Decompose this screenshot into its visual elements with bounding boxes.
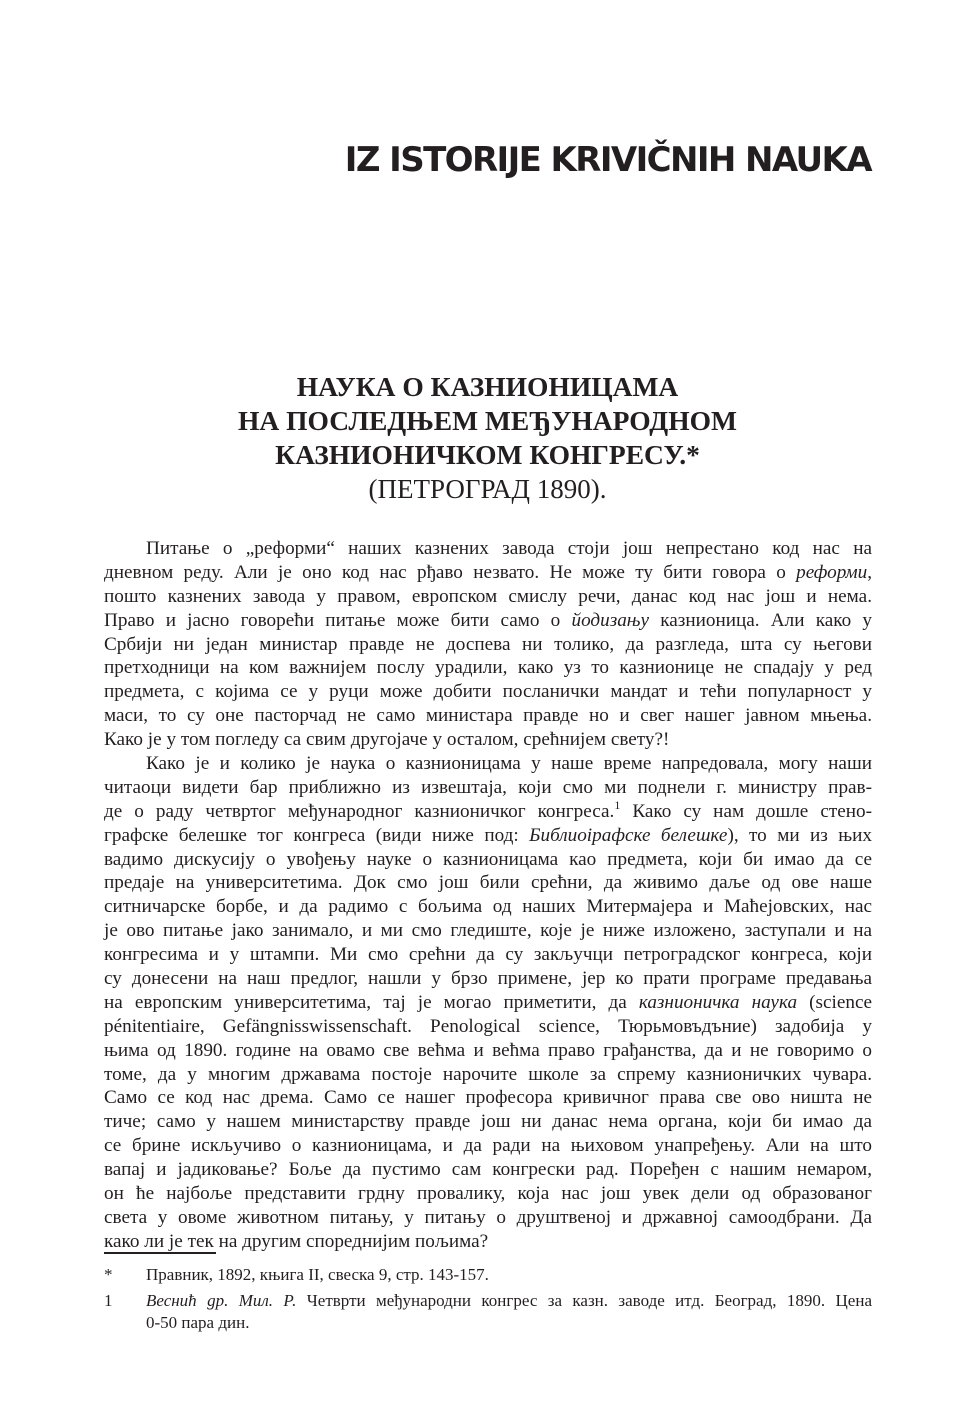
text-line xyxy=(104,728,872,752)
text-run: конгресима и у штампи. Ми смо срећни да су закључци петроградског конгреса, који xyxy=(104,944,872,966)
text-run: ), то ми из њих xyxy=(727,824,873,846)
text-line xyxy=(104,680,872,704)
text-line xyxy=(104,967,872,991)
text-run: како ли је тек на другим споредниjим пољима? xyxy=(104,1230,489,1252)
text-run: света у овоме животном питању, у питању о друштвеној и државној самоодбрани. Да xyxy=(104,1206,872,1228)
text-line xyxy=(104,1063,872,1087)
italic-text: Веснић gр. Мил. Р. xyxy=(146,1291,297,1310)
italic-text: казнионичка наука xyxy=(638,991,798,1013)
text-line xyxy=(104,1230,872,1254)
text-line xyxy=(104,1158,872,1182)
text-line xyxy=(104,752,872,776)
text-line xyxy=(104,1039,872,1063)
text-run: де о раду четвртог међународног казнионичког конгреса. xyxy=(104,800,615,822)
text-line xyxy=(104,704,872,728)
text-run: њима од 1890. године на овамо све већма и већма право грађанства, да и не говоримо о xyxy=(104,1039,872,1061)
text-run: предмета, с којима се у руци може добити посланички мандат и тећи популарност у xyxy=(104,681,872,703)
text-run: се брине искључиво о казнионицама, и да ради на њиховом унапређењу. Али на што xyxy=(104,1135,872,1157)
text-run: пошто казнених завода у правом, европском смислу речи, данас код нас још и нема. xyxy=(104,585,872,607)
footnote-divider xyxy=(104,1252,216,1254)
text-run: томе, да у многим државама постоје нарочите школе за спрему казнионичких чувара. xyxy=(104,1063,872,1085)
text-run: он ће најбоље представити грдну провалику, која нас још увек дели од образованог xyxy=(104,1183,872,1205)
text-line xyxy=(104,1086,872,1110)
text-run: pénitentiaire, Gefängnisswissenschaft. Penological science, Тюрьмовъдъние) задобија у xyxy=(104,1015,872,1037)
text-run: (science xyxy=(797,991,872,1013)
footnote-marker: * xyxy=(104,1265,113,1284)
article-subtitle: (ПЕТРОГРАД 1890). xyxy=(368,474,607,504)
text-run: је ово питање јако занимало, и ми смо гледиште, које је ниже изложено, заступали и на xyxy=(104,920,872,942)
paragraph xyxy=(104,537,872,752)
text-line xyxy=(104,991,872,1015)
text-run: ситничарске борбе, и да радимо с бољима од наших Митермајера и Маћејовских, нас xyxy=(104,896,872,918)
italic-text: Библиоірафске белешке xyxy=(529,824,728,846)
italic-text: реформи xyxy=(796,561,868,583)
text-line xyxy=(104,797,872,824)
text-run: графске белешке тог конгреса (види ниже под: xyxy=(104,824,530,846)
article-title-line: КАЗНИОНИЧКОМ КОНГРЕСУ.* xyxy=(275,439,700,470)
text-run: претходници на ком важнијем послу урадили, како уз то казнионице не спадају у ред xyxy=(104,657,872,679)
text-line xyxy=(104,871,872,895)
text-run: казнионица. Али како у xyxy=(648,609,872,631)
text-line xyxy=(104,1015,872,1039)
footnote xyxy=(104,1264,872,1286)
article-title-line: НА ПОСЛЕДЊЕМ МЕЂУНАРОДНОМ xyxy=(238,405,737,436)
text-line xyxy=(104,824,872,848)
text-run: на европским университетима, тај је могао приметити, да xyxy=(104,991,639,1013)
text-line xyxy=(104,943,872,967)
footnote-line xyxy=(146,1312,872,1334)
text-run: Како је у том погледу са свим другојаче у осталом, срећнијем свету?! xyxy=(104,729,670,751)
text-line xyxy=(104,609,872,633)
text-line xyxy=(104,1110,872,1134)
text-line xyxy=(104,776,872,800)
text-run: читаоци видети бар приближно из извештаја, који смо ми поднели г. министру прав- xyxy=(104,776,872,798)
text-line xyxy=(104,1182,872,1206)
footnotes xyxy=(104,1264,872,1338)
text-run: тиче; само у нашем министарству правде још ни данас нема органа, који би имао да xyxy=(104,1111,872,1133)
text-run: , xyxy=(867,561,872,583)
article-body xyxy=(104,537,872,1254)
footnote-marker: 1 xyxy=(104,1291,113,1310)
text-line xyxy=(104,895,872,919)
text-run: 0-50 пара дин. xyxy=(146,1313,250,1332)
footnote-line xyxy=(146,1264,872,1286)
italic-text: йодизању xyxy=(571,609,649,631)
text-run: Како су нам дошле стено- xyxy=(620,800,872,822)
text-run: Само се код нас дрема. Само се нашег професора кривичног права све ово ништа не xyxy=(104,1087,872,1109)
article-title-line: НАУКА О КАЗНИОНИЦАМА xyxy=(296,371,679,402)
text-run: дневном реду. Али је оно код нас рђаво незвато. Не може ту бити говора о xyxy=(104,561,797,583)
paragraph xyxy=(104,752,872,1254)
footnote-reference[interactable]: 1 xyxy=(614,797,621,812)
text-run: вапај и јадиковање? Боље да пустимо сам конгрески рад. Поређен с нашим немаром, xyxy=(104,1159,872,1181)
section-title: IZ ISTORIJE KRIVIČNIH NAUKA xyxy=(344,140,871,180)
text-run: Србији ни један министар правде не доспева ни толико, да разгледа, шта су његови xyxy=(104,633,872,655)
text-run: Како је и колико је наука о казнионицама у наше време напредовала, могу наши xyxy=(146,753,872,775)
text-line xyxy=(104,561,872,585)
text-run: су донесени на наш предлог, нашли у брзо примене, јер ко прати програме предавања xyxy=(104,968,872,990)
text-run: Питање о „реформи“ наших казнених завода стоји још непрестано код нас на xyxy=(146,538,872,559)
text-run: предаје на университетима. Док смо још били срећни, да живимо даље од ове наше xyxy=(104,872,872,894)
text-line xyxy=(104,585,872,609)
text-run: маси, то су оне пасторчад не само министара правде но и свег нашег јавном мњења. xyxy=(104,705,872,727)
text-line xyxy=(104,537,872,561)
text-run: Правник, 1892, књига II, свеска 9, стр. 143-157. xyxy=(146,1265,489,1284)
text-line xyxy=(104,1206,872,1230)
text-run: Право и јасно говорећи питање може бити само о xyxy=(104,609,572,631)
text-run: Четврти међународни конгрес за казн. заводе итд. Београд, 1890. Цена xyxy=(296,1291,872,1310)
article-title xyxy=(0,370,975,506)
text-line xyxy=(104,656,872,680)
footnote xyxy=(104,1290,872,1334)
footnote-line xyxy=(146,1290,872,1312)
text-run: вадимо дискусију о увођењу науке о казнионицама као предмета, који би имао да се xyxy=(104,848,872,870)
text-line xyxy=(104,1134,872,1158)
text-line xyxy=(104,919,872,943)
text-line xyxy=(104,633,872,657)
text-line xyxy=(104,848,872,872)
